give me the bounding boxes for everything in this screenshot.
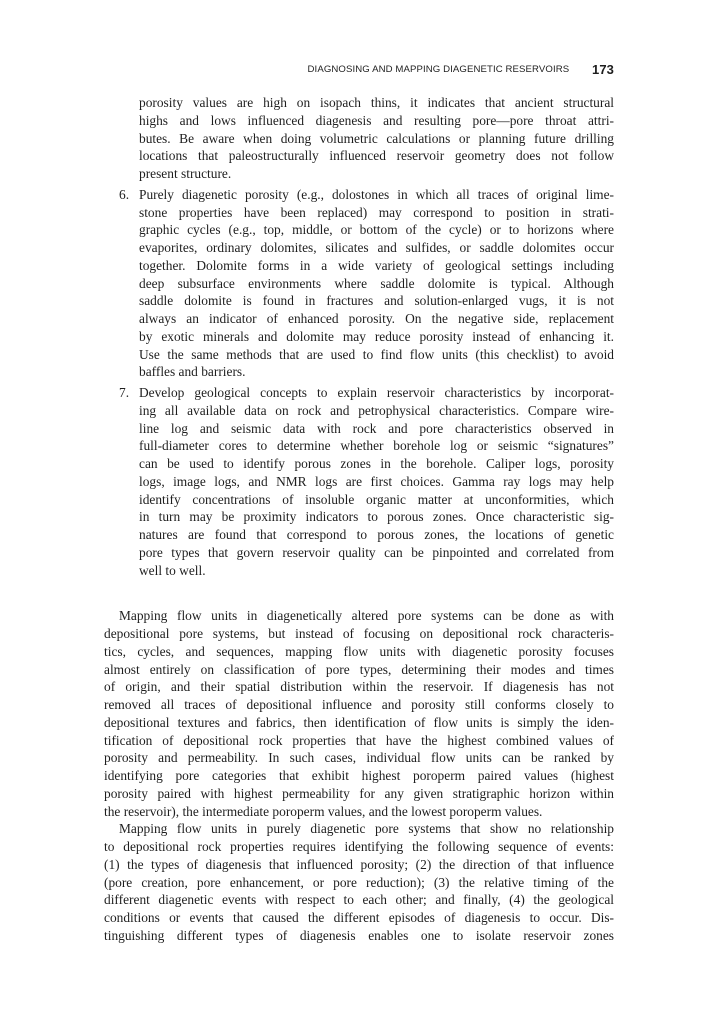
text-line: locations that paleostructurally influenced reservoir geometry does not follow bbox=[139, 148, 614, 164]
text-line: Use the same methods that are used to find flow units (this checklist) to avoid bbox=[139, 346, 614, 362]
text-line: tics, cycles, and sequences, mapping flow units with diagenetic porosity focuses bbox=[104, 643, 614, 659]
text-line: of origin, and their spatial distribution within the reservoir. If diagenesis has not bbox=[104, 679, 614, 695]
text-line: line log and seismic data with rock and pore characteristics observed in bbox=[139, 420, 614, 436]
list-item bbox=[104, 186, 614, 381]
list-item bbox=[104, 94, 614, 183]
body-paragraphs bbox=[104, 607, 614, 944]
text-line: porosity and permeability. In such cases, individual flow units can be ranked by bbox=[104, 750, 614, 766]
list-item-number: 6. bbox=[119, 186, 130, 202]
text-line: saddle dolomite is found in fractures and solution-enlarged vugs, it is not bbox=[139, 293, 614, 309]
text-line: almost entirely on classification of pore types, determining their modes and times bbox=[104, 661, 614, 677]
list-item-number: 7. bbox=[119, 385, 130, 400]
text-line: ing all available data on rock and petrophysical characteristics. Compare wire- bbox=[139, 402, 614, 418]
text-line: tinguishing different types of diagenesis enables one to isolate reservoir zones bbox=[104, 927, 614, 943]
text-line: Purely diagenetic porosity (e.g., dolostones in which all traces of original lime- bbox=[139, 186, 614, 202]
text-line: highs and lows influenced diagenesis and resulting pore—pore throat attri- bbox=[139, 112, 614, 128]
text-line: well to well. bbox=[139, 562, 206, 578]
text-line: evaporites, ordinary dolomites, silicates and sulfides, or saddle dolomites occur bbox=[139, 240, 614, 255]
text-line: always an indicator of enhanced porosity. On the negative side, replacement bbox=[139, 311, 614, 326]
text-line: graphic cycles (e.g., top, middle, or bottom of the cycle) or to horizons where bbox=[139, 222, 614, 238]
text-line: natures are found that correspond to porous zones, the locations of genetic bbox=[139, 527, 614, 542]
text-line: Develop geological concepts to explain reservoir characteristics by incorporat- bbox=[139, 385, 614, 400]
text-line: porosity paired with highest permeability for any given stratigraphic horizon within bbox=[104, 785, 614, 801]
text-line: in turn may be proximity indicators to porous zones. Once characteristic sig- bbox=[139, 509, 614, 525]
text-line: Mapping flow units in diagenetically altered pore systems can be done as with bbox=[119, 608, 614, 624]
running-header bbox=[0, 62, 614, 77]
paragraph bbox=[104, 820, 614, 944]
text-line: pore types that govern reservoir quality can be pinpointed and correlated from bbox=[139, 544, 614, 560]
text-line: Mapping flow units in purely diagenetic pore systems that show no relationship bbox=[119, 821, 614, 837]
text-line: present structure. bbox=[139, 166, 232, 181]
text-line: porosity values are high on isopach thins, it indicates that ancient structural bbox=[139, 95, 614, 110]
numbered-list bbox=[104, 94, 614, 579]
text-line: baffles and barriers. bbox=[139, 364, 246, 380]
page-number: 173 bbox=[592, 62, 614, 77]
text-line: tification of depositional rock properties that have the highest combined values of bbox=[104, 732, 614, 748]
text-line: to depositional rock properties requires identifying the following sequence of events: bbox=[104, 839, 614, 854]
text-line: butes. Be aware when doing volumetric calculations or planning future drilling bbox=[139, 130, 614, 146]
text-line: (1) the types of diagenesis that influenced porosity; (2) the direction of that influence bbox=[104, 856, 614, 872]
text-line: the reservoir), the intermediate poroperm values, and the lowest poroperm values. bbox=[104, 803, 543, 819]
text-line: conditions or events that caused the different episodes of diagenesis to occur. Dis- bbox=[104, 910, 614, 925]
text-line: depositional textures and fabrics, then identification of flow units is simply the iden- bbox=[104, 714, 614, 730]
text-line: logs, image logs, and NMR logs are first choices. Gamma ray logs may help bbox=[139, 473, 614, 489]
paragraph bbox=[104, 607, 614, 820]
text-line: (pore creation, pore enhancement, or pore reduction); (3) the relative timing of the bbox=[104, 874, 614, 890]
text-line: can be used to identify porous zones in the borehole. Caliper logs, porosity bbox=[139, 456, 614, 471]
section-gap bbox=[104, 582, 614, 607]
list-item bbox=[104, 384, 614, 579]
text-line: full-diameter cores to determine whether borehole log or seismic “signatures” bbox=[139, 438, 614, 454]
text-line: identifying pore categories that exhibit highest poroperm paired values (highest bbox=[104, 768, 614, 783]
text-line: together. Dolomite forms in a wide variety of geological settings including bbox=[139, 257, 614, 273]
running-header-title: DIAGNOSING AND MAPPING DIAGENETIC RESERVOIRS bbox=[307, 64, 570, 75]
text-line: depositional pore systems, but instead of focusing on depositional rock characteris- bbox=[104, 626, 614, 641]
page-body bbox=[104, 94, 614, 945]
text-line: removed all traces of depositional influence and porosity still conforms closely to bbox=[104, 697, 614, 712]
text-line: identify concentrations of insoluble organic matter at unconformities, which bbox=[139, 491, 614, 507]
text-line: deep subsurface environments where saddle dolomite is typical. Although bbox=[139, 275, 614, 291]
text-line: by exotic minerals and dolomite may reduce porosity instead of enhancing it. bbox=[139, 328, 614, 344]
text-line: different diagenetic events with respect to each other; and finally, (4) the geological bbox=[104, 892, 614, 908]
text-line: stone properties have been replaced) may correspond to position in strati- bbox=[139, 204, 614, 220]
